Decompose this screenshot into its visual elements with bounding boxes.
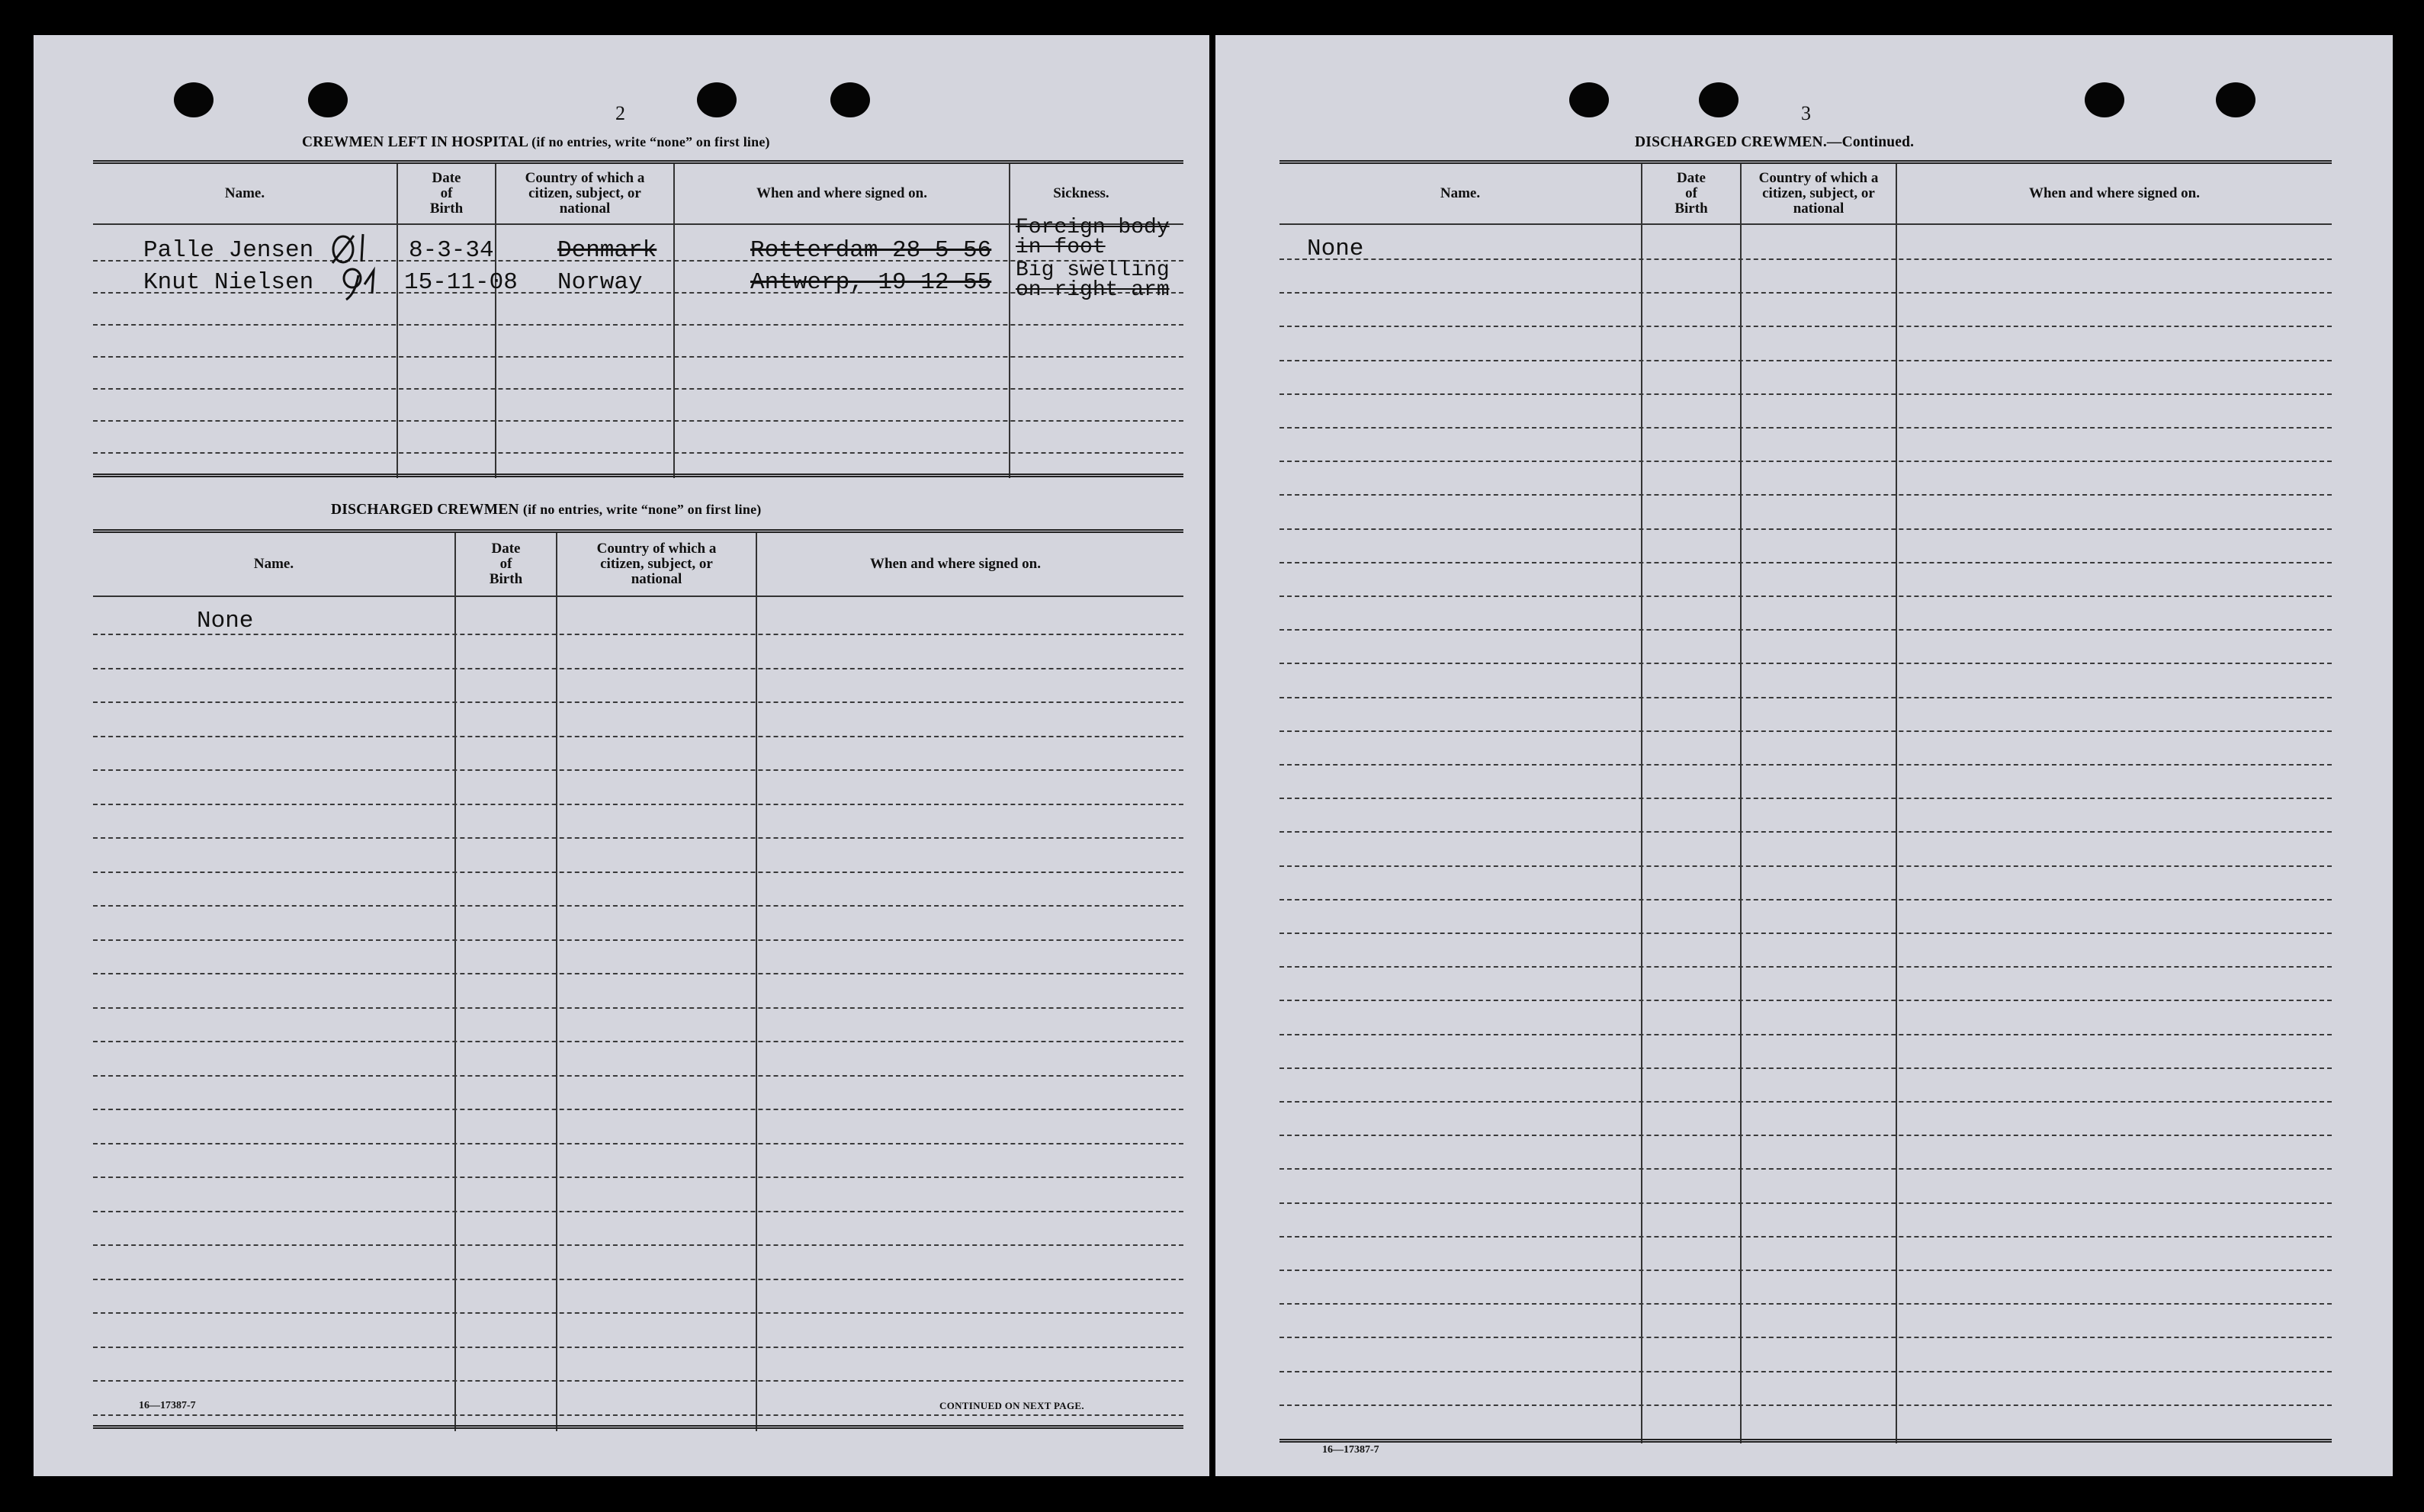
- entry-line: [93, 1211, 1183, 1212]
- table-bottom-border: [93, 1425, 1183, 1429]
- entry-line: [1279, 966, 2332, 968]
- entry-line: [93, 356, 1183, 358]
- left-page: [34, 35, 1209, 1476]
- entry-line: [93, 973, 1183, 974]
- column-divider: [1896, 164, 1897, 1443]
- header-divider: [93, 595, 1183, 597]
- entry-line: [1279, 899, 2332, 900]
- header-country: Country of which a citizen, subject, or national: [596, 541, 717, 587]
- entry-line: [93, 452, 1183, 454]
- entry-line: [93, 939, 1183, 941]
- column-divider: [1641, 164, 1642, 1443]
- header-divider: [1279, 223, 2332, 225]
- header-name: Name.: [1440, 185, 1481, 201]
- crew-country: Denmark: [557, 237, 657, 264]
- entry-line: [1279, 1202, 2332, 1204]
- entry-line: [93, 1347, 1183, 1348]
- hospital-table: [93, 160, 1183, 477]
- entry-line: [93, 1279, 1183, 1280]
- handwritten-check-mark: [328, 230, 374, 268]
- crew-name: Palle Jensen: [143, 237, 314, 264]
- entry-line: [1279, 292, 2332, 294]
- entry-line: [1279, 865, 2332, 867]
- entry-line: [93, 1414, 1183, 1416]
- entry-line: [1279, 1371, 2332, 1372]
- header-signed-on: When and where signed on.: [2028, 185, 2200, 201]
- crew-country: Norway: [557, 269, 643, 296]
- entry-line: [1279, 393, 2332, 395]
- hospital-section-title: [302, 134, 770, 151]
- crew-date-of-birth: 15-11-08: [404, 269, 518, 296]
- entry-line: [1279, 1270, 2332, 1271]
- entry-line: [1279, 1168, 2332, 1170]
- discharged-title-text: DISCHARGED CREWMEN: [331, 502, 519, 518]
- none-entry: None: [197, 608, 254, 634]
- discharged-table: [93, 529, 1183, 1430]
- column-divider: [1740, 164, 1742, 1443]
- punch-hole: [308, 82, 348, 117]
- entry-line: [93, 420, 1183, 422]
- hospital-title-text: CREWMEN LEFT IN HOSPITAL: [302, 134, 528, 150]
- entry-line: [1279, 697, 2332, 698]
- crew-sickness-line-1: Foreign body: [1016, 216, 1170, 239]
- discharged-continued-title: DISCHARGED CREWMEN.—Continued.: [1635, 134, 1915, 150]
- entry-line: [1279, 1101, 2332, 1103]
- crew-name: Knut Nielsen: [143, 269, 314, 296]
- entry-line: [1279, 1404, 2332, 1406]
- table-bottom-border: [93, 474, 1183, 477]
- punch-hole: [1569, 82, 1609, 117]
- crew-sickness-line-2: in foot: [1016, 236, 1106, 259]
- discharged-continued-table: [1279, 160, 2332, 1443]
- entry-line: [1279, 461, 2332, 462]
- header-country: Country of which a citizen, subject, or national: [1758, 170, 1879, 217]
- entry-line: [1279, 360, 2332, 361]
- right-page: [1215, 35, 2393, 1476]
- entry-line: [93, 1075, 1183, 1077]
- entry-line: [93, 837, 1183, 839]
- entry-line: [93, 1177, 1183, 1178]
- entry-line: [1279, 629, 2332, 631]
- entry-line: [93, 1109, 1183, 1110]
- crew-date-of-birth: 8-3-34: [409, 237, 494, 264]
- entry-line: [1279, 798, 2332, 799]
- entry-line: [1279, 258, 2332, 260]
- entry-line: [93, 1312, 1183, 1314]
- header-date-of-birth: Date of Birth: [489, 541, 523, 587]
- entry-line: [93, 1244, 1183, 1246]
- header-signed-on: When and where signed on.: [869, 556, 1041, 572]
- none-entry: None: [1307, 236, 1364, 262]
- crew-sickness-line-1: Big swelling: [1016, 258, 1170, 282]
- page-number: 2: [615, 102, 625, 124]
- header-signed-on: When and where signed on.: [756, 185, 927, 201]
- header-name: Name.: [253, 556, 294, 572]
- crew-sickness-line-2: on right arm: [1016, 278, 1170, 302]
- crew-signed-on: Rotterdam 28-5-56: [750, 237, 992, 264]
- entry-line: [93, 1041, 1183, 1042]
- punch-hole: [830, 82, 870, 117]
- entry-line: [93, 1380, 1183, 1382]
- entry-line: [1279, 595, 2332, 597]
- entry-line: [1279, 1236, 2332, 1238]
- header-sickness: Sickness.: [1053, 185, 1109, 201]
- entry-line: [1279, 831, 2332, 833]
- header-date-of-birth: Date of Birth: [429, 170, 464, 217]
- entry-line: [93, 769, 1183, 771]
- handwritten-check-mark: [339, 263, 384, 303]
- entry-line: [93, 668, 1183, 669]
- entry-line: [1279, 1067, 2332, 1069]
- punch-hole: [697, 82, 737, 117]
- crew-signed-on: Antwerp, 19-12-55: [750, 269, 992, 296]
- discharged-title-note: (if no entries, write “none” on first line): [522, 502, 762, 517]
- entry-line: [1279, 326, 2332, 327]
- entry-line: [1279, 933, 2332, 934]
- entry-line: [1279, 562, 2332, 563]
- entry-line: [1279, 427, 2332, 429]
- entry-line: [1279, 764, 2332, 766]
- entry-line: [1279, 494, 2332, 496]
- entry-line: [93, 905, 1183, 907]
- entry-line: [1279, 663, 2332, 664]
- entry-line: [93, 736, 1183, 737]
- punch-hole: [174, 82, 214, 117]
- entry-line: [93, 388, 1183, 390]
- table-bottom-border: [1279, 1439, 2332, 1443]
- entry-line: [93, 701, 1183, 703]
- discharged-section-title: [331, 502, 761, 518]
- entry-line: [1279, 1000, 2332, 1001]
- punch-hole: [2085, 82, 2124, 117]
- entry-line: [1279, 730, 2332, 732]
- entry-line: [1279, 1034, 2332, 1035]
- form-number: 16—17387-7: [1322, 1444, 1379, 1456]
- entry-line: [93, 872, 1183, 873]
- entry-line: [93, 634, 1183, 635]
- punch-hole: [2216, 82, 2255, 117]
- page-number: 3: [1801, 102, 1811, 124]
- entry-line: [1279, 1337, 2332, 1338]
- entry-line: [1279, 1135, 2332, 1136]
- hospital-title-note: (if no entries, write “none” on first line): [531, 134, 770, 149]
- continued-note: CONTINUED ON NEXT PAGE.: [939, 1400, 1084, 1411]
- entry-line: [1279, 1303, 2332, 1305]
- entry-line: [93, 1007, 1183, 1009]
- entry-line: [1279, 528, 2332, 530]
- header-country: Country of which a citizen, subject, or national: [525, 170, 645, 217]
- entry-line: [93, 324, 1183, 326]
- punch-hole: [1699, 82, 1739, 117]
- header-date-of-birth: Date of Birth: [1674, 170, 1708, 217]
- header-name: Name.: [224, 185, 265, 201]
- form-number: 16—17387-7: [139, 1400, 196, 1411]
- entry-line: [93, 1143, 1183, 1144]
- entry-line: [93, 804, 1183, 805]
